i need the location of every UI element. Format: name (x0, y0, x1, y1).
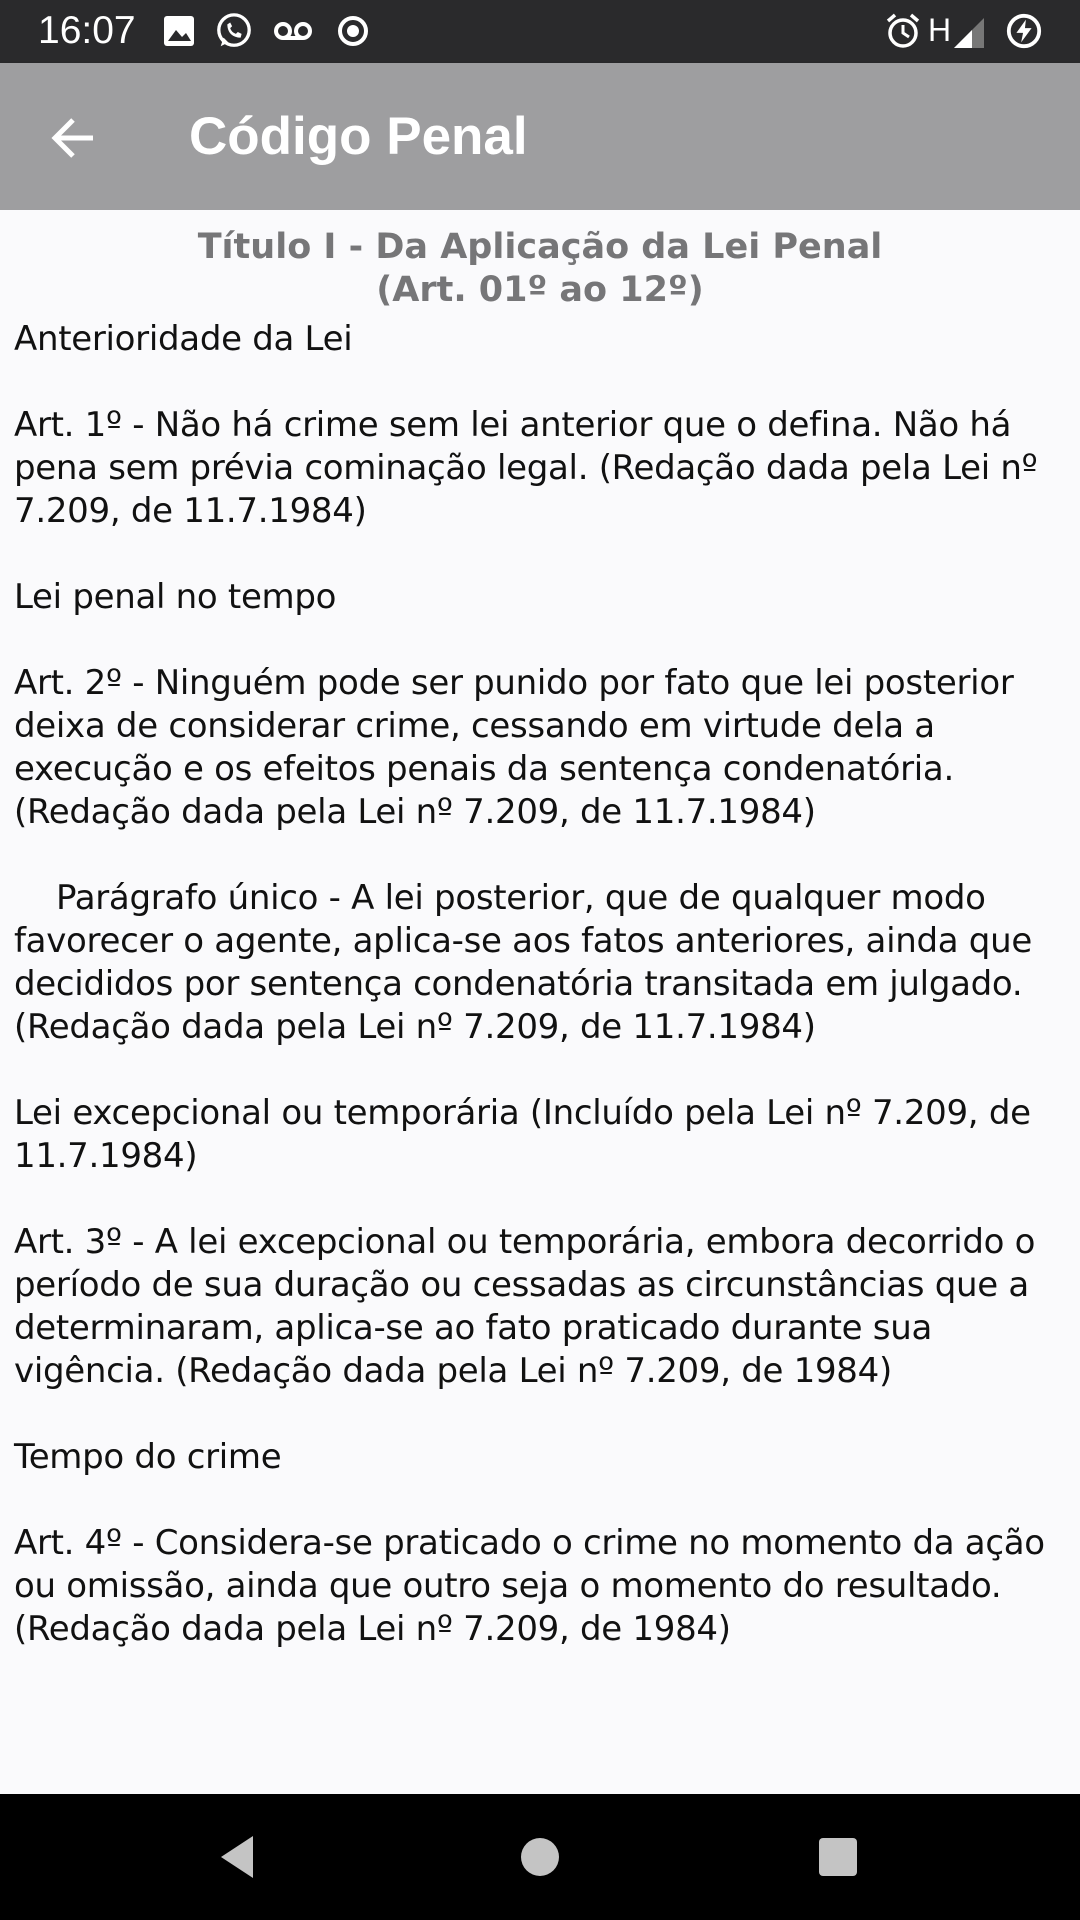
law-text (14, 318, 1074, 1694)
article-1: Art. 1º - Não há crime sem lei anterior que o defina. Não há pena sem prévia cominação legal. (Redação dada pela Lei nº 7.209, de 11.7.1984) (14, 405, 1048, 531)
alarm-icon (884, 12, 922, 50)
section-title (0, 226, 1080, 312)
heading-tempo-do-crime: Tempo do crime (14, 1437, 282, 1477)
section-title-line2: (Art. 01º ao 12º) (376, 270, 704, 310)
network-type-label: H (928, 12, 952, 48)
article-3: Art. 3º - A lei excepcional ou temporária, embora decorrido o período de sua duração ou cessadas as circunstâncias que a determinaram, aplica-se ao fato praticado durante sua vigência. (Redação dada pela Lei nº 7.209, de 1984) (14, 1222, 1046, 1391)
article-content[interactable] (0, 210, 1080, 1794)
back-triangle-icon (213, 1832, 263, 1882)
nav-home-button[interactable] (497, 1814, 583, 1900)
home-circle-icon (515, 1832, 565, 1882)
whatsapp-icon (214, 12, 254, 50)
section-title-line1: Título I - Da Aplicação da Lei Penal (197, 227, 883, 267)
heading-lei-penal-no-tempo: Lei penal no tempo (14, 577, 337, 617)
battery-charging-icon (1004, 12, 1044, 50)
article-2: Art. 2º - Ninguém pode ser punido por fato que lei posterior deixa de considerar crime, cessando em virtude dela a execução e os efeitos penais da sentença condenatória. (Redação dada pela Lei nº 7.209, de 11.7.1984) (14, 663, 1025, 832)
signal-icon (952, 12, 986, 50)
record-icon (335, 12, 371, 50)
nav-recents-button[interactable] (795, 1814, 881, 1900)
back-button[interactable] (38, 103, 108, 173)
page-title: Código Penal (189, 107, 528, 166)
heading-lei-excepcional: Lei excepcional ou temporária (Incluído pela Lei nº 7.209, de 11.7.1984) (14, 1093, 1042, 1176)
status-bar (0, 0, 1080, 63)
heading-anterioridade: Anterioridade da Lei (14, 319, 353, 359)
arrow-back-icon (49, 114, 97, 162)
voicemail-icon (272, 12, 314, 50)
recents-square-icon (813, 1832, 863, 1882)
app-bar (0, 63, 1080, 210)
navigation-bar (0, 1794, 1080, 1920)
article-4: Art. 4º - Considera-se praticado o crime no momento da ação ou omissão, ainda que outro seja o momento do resultado. (Redação dada pela Lei nº 7.209, de 1984) (14, 1523, 1056, 1649)
nav-back-button[interactable] (195, 1814, 281, 1900)
image-icon (162, 12, 196, 50)
status-time: 16:07 (38, 9, 136, 52)
paragrafo-unico: Parágrafo único - A lei posterior, que de qualquer modo favorecer o agente, aplica-se aos fatos anteriores, ainda que decididos por sentença condenatória transitada em julgado. (Redação dada pela Lei nº 7.209, de 11.7.1984) (14, 878, 1043, 1047)
